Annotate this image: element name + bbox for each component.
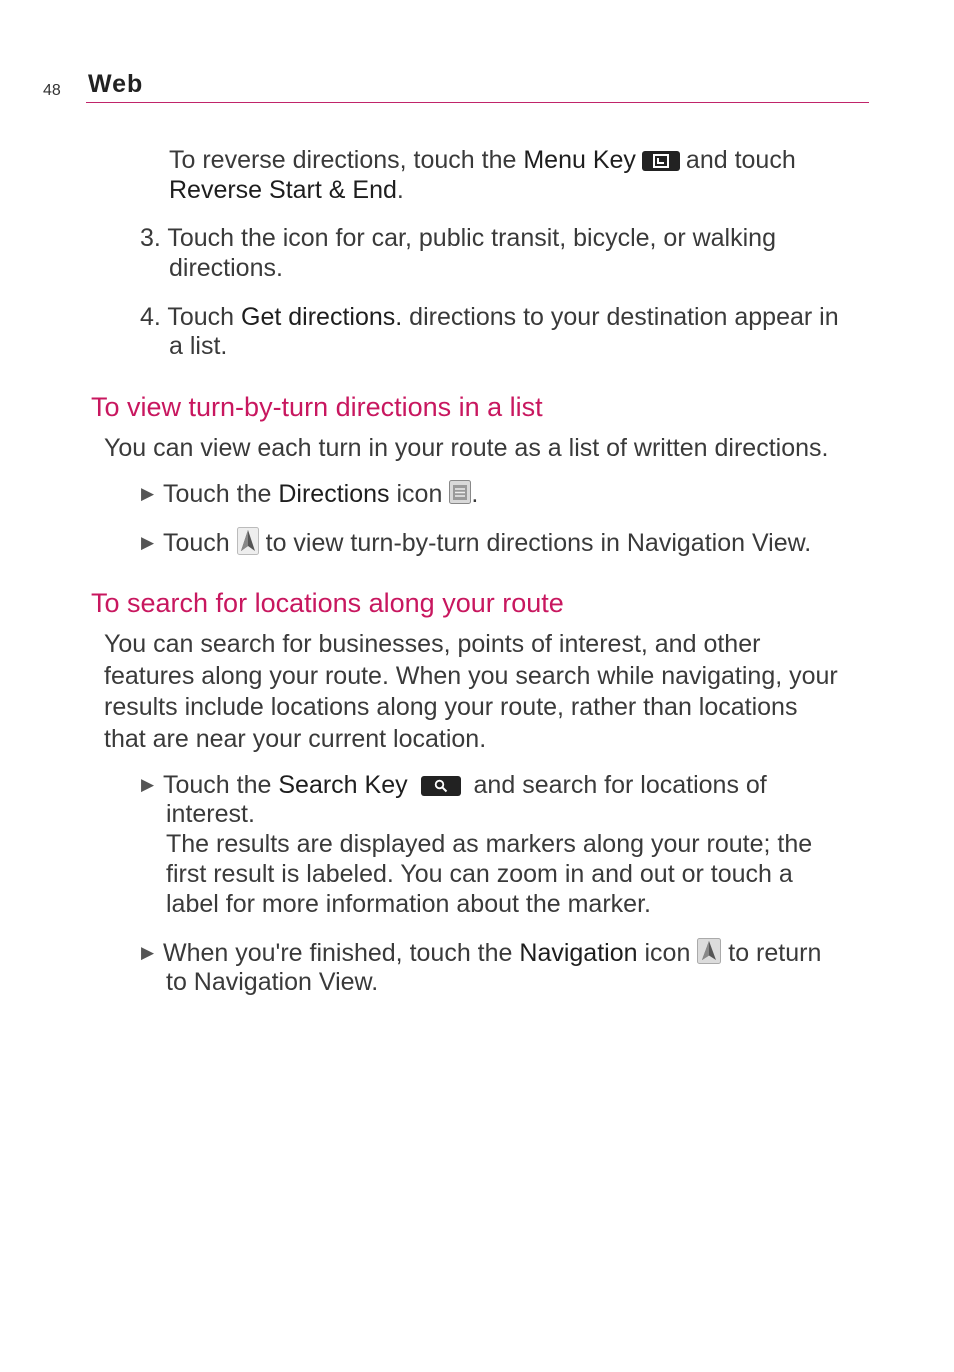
menu-key-label: Menu Key [523,146,636,174]
section-2-bullet-2-line-2: to Navigation View. [166,968,379,996]
intro-text: To reverse directions, touch the [169,146,517,174]
triangle-bullet-icon: ▶ [141,775,155,794]
menu-key-icon [642,151,680,171]
intro-period: . [396,176,404,204]
intro-line-2 [169,175,404,205]
step-3-line-1 [140,223,776,253]
step-4-touch: Touch [167,303,235,331]
section-2-bullet-1-line-5: label for more information about the marker. [166,890,651,918]
search-key-label: Search Key [278,771,408,799]
section-1-body: You can view each turn in your route as a list of written directions. [104,434,829,462]
get-directions-label: Get directions. [241,303,403,331]
step-3-text: Touch the icon for car, public transit, bicycle, or walking [167,224,776,252]
section-2-body-line-4: that are near your current location. [104,725,487,753]
step-3-number: 3. [140,224,161,252]
section-2-body-line-2: features along your route. When you search while navigating, your [104,662,838,690]
step-3-line-2: directions. [169,254,283,282]
step-4-text: directions to your destination appear in [409,303,839,331]
page-number: 48 [43,82,61,99]
directions-list-icon [449,480,471,511]
bullet-text-2: to return [728,939,822,968]
section-2-bullet-1-line-3: The results are displayed as markers along your route; the [166,830,813,858]
section-1-bullet-1 [141,479,478,512]
intro-line-1 [169,145,796,175]
step-4-line-1 [140,302,839,332]
section-heading-turn-by-turn: To view turn-by-turn directions in a list [91,392,543,422]
navigation-icon [697,938,721,971]
bullet-text-icon: icon [644,939,691,968]
header-rule [86,102,869,103]
bullet-text: Touch the [163,771,272,799]
step-4-number: 4. [140,303,161,331]
section-1-bullet-2 [141,527,811,562]
bullet-text-2: and search for locations of [473,771,767,799]
section-2-bullet-1-line-4: first result is labeled. You can zoom in and out or touch a [166,860,793,888]
navigation-label: Navigation [519,939,638,968]
section-2-body-line-1: You can search for businesses, points of interest, and other [104,630,761,658]
bullet-text-icon: icon [396,480,443,508]
step-4-line-2: a list. [169,332,228,360]
directions-label: Directions [278,480,390,508]
bullet-text: Touch the [163,480,272,508]
bullet-end: . [471,480,479,508]
section-2-body-line-3: results include locations along your route, rather than locations [104,693,798,721]
search-key-icon [421,776,461,796]
triangle-bullet-icon: ▶ [141,943,155,963]
reverse-start-end-label: Reverse Start & End [169,176,397,204]
bullet-text-2: to view turn-by-turn directions in Navigation View. [265,529,812,558]
intro-text-2: and touch [685,146,796,174]
triangle-bullet-icon: ▶ [141,484,155,503]
navigation-arrow-icon [237,527,259,562]
triangle-bullet-icon: ▶ [141,533,155,553]
section-2-bullet-1-line-2: interest. [166,800,255,828]
bullet-text: When you're finished, touch the [163,939,513,968]
bullet-text: Touch [163,529,230,558]
section-heading-search-route: To search for locations along your route [91,588,564,618]
section-title: Web [88,70,144,98]
